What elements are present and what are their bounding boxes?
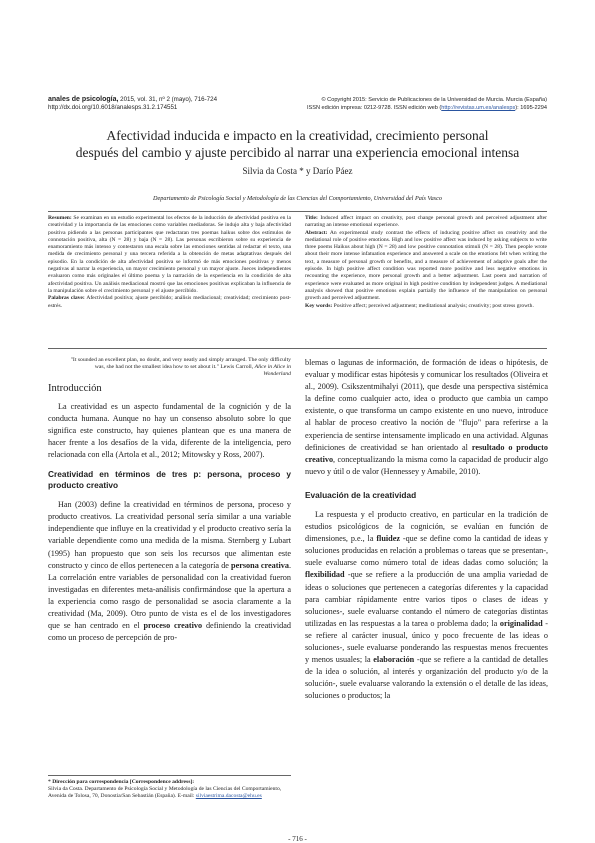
doi-link[interactable]: http://dx.doi.org/10.6018/analesps.31.2.174551 [48,104,178,111]
subsection-heading: Evaluación de la creatividad [305,489,417,500]
correspondence-text: Silvia da Costa. Departamento de Psicología Social y Metodología de las Ciencias del Comportamiento, Avenida de Tolosa, 70, Donostia/San Sebastián (España). E-mail: [48,786,282,800]
bold-term: resultado o producto creativo [305,442,548,464]
keywords-es-text: Afectividad positiva; ajuste percibido; análisis mediacional; creatividad; crecimiento post-estrés. [48,295,291,309]
abstract-spanish [48,215,291,310]
right-column [305,357,548,702]
correspondence-label: * Dirección para correspondencia [Correspondence address]: [48,779,195,785]
text-run: -que se define como la cantidad de ideas y soluciones producidas en relación a problemas o tareas que se presentan-, suele evaluarse como número total de ideas dadas como solución; la [305,534,548,568]
page-number: - 716 - [288,835,307,843]
journal-header [48,96,298,112]
text-run: La respuesta y el producto creativo, en particular en la tradición de estudios psicológicos de la cognición, se evalúan en función de dimensiones, p.e., la [305,509,548,544]
keywords-en-label: Key words: [305,302,333,309]
bold-term: persona creativa [231,560,289,570]
title-line-2: después del cambio y ajuste percibido al narrar una experiencia emocional intensa [75,144,520,160]
section-heading-introduccion: Introducción [48,382,102,394]
keywords-en-text: Positive affect; perceived adjustment; meditational analysis; creativity; post stress growth. [333,302,534,309]
bold-term: originalidad [499,618,543,628]
authors: Silvia da Costa * y Darío Páez [242,166,353,176]
bold-term: proceso creativo [143,621,203,631]
issn-tail: ): 1695-2294 [515,105,547,111]
copyright-line: © Copyright 2015: Servicio de Publicaciones de la Universidad de Murcia. Murcia (España) [321,97,547,103]
title-en-label: Title: [305,215,318,221]
abstract-es-label: Resumen: [48,215,72,221]
abstract-en-label: Abstract: [305,229,328,236]
abstract-es-text: Se examinan en un estudio experimental los efectos de la inducción de afectividad positiva en la creatividad y la importancia de las emociones como variables mediadoras. Se indujo alta y baja afectividad positiva pidiendo a las personas participantes que redactaran tres poemas haikus sobre dos estímulos de connotación positiva, alta (N = 28) y baja (N = 28). Las personas escribieron sobre su experiencia de enamoramiento más intenso y contestaron una escala sobre las emociones sentidas al redactar el texto, una medida de crecimiento personal y una tercera referida a la obtención de metas adaptativas después del episodio. En la condición de alta afectividad positiva se informó de más emociones positivas y menos negativas al narrar la experiencia, un mayor crecimiento personal y un mayor ajuste. Jueces independientes evaluaron como más originales el último poema y la narración de la experiencia en la condición de alta afectividad positiva. Un análisis mediacional mostró que las emociones positivas explicaban la influencia de la manipulación sobre el crecimiento personal y el ajuste percibido. [48,215,291,294]
text-run: -que se refiere a la producción de una amplia variedad de ideas o soluciones que pertenecen a categorías diferentes y la capacidad para cambiar rápidamente entre varios tipos o clases de ideas y soluciones-, suele evaluarse contando el número de categorías distintas utilizadas en las respuestas a la tarea o problema dado; la [305,570,548,628]
abstract-english [305,215,547,310]
left-column [48,357,291,644]
paragraph: La creatividad es un aspecto fundamental de la cognición y de la conducta humana. Aunque no hay un consenso absoluto sobre lo que significa este constructo, hay quienes plantean que es una manera de hacer frente a los desafíos de la vida, diferente de la inteligencia, pero relacionada con ella (Artola et al., 2012; Mitowsky y Ross, 2007). [48,401,291,460]
title-line-1: Afectividad inducida e impacto en la creatividad, crecimiento personal [106,128,489,143]
issn-line: ISSN edición impresa: 0212-9728. ISSN edición web ( [306,105,442,111]
text-run: -se refiere al carácter inusual, único y poco frecuente de las ideas o soluciones-, suele evaluarse ponderando las respuestas menos frecuentes y menos usuales; la [305,618,549,665]
bold-term: fluidez [376,534,400,544]
text-run: Han (2003) define la creatividad en términos de persona, proceso y producto creativos. La creatividad personal sería similar a una variable independiente que influye en la creatividad y el producto creativo sería la variable dependiente como una medida de la misma. Sternberg y Lubart (1995) han propuesto que son seis los recursos que alimentan este constructo y cinco de ellos pertenecen a la categoría de [48,500,291,570]
paragraph [305,509,548,703]
keywords-es-label: Palabras clave: [48,295,85,302]
journal-url-link[interactable]: http://revistas.um.es/analesps [441,105,516,111]
affiliation: Departamento de Psicología Social y Metodología de las Ciencias del Comportamiento, Universidad del País Vasco [153,195,442,202]
text-run: definiendo la creatividad como un proceso de percepción de pro- [48,621,291,643]
subsection-heading: Creatividad en términos de tres p: persona, proceso y producto creativo [48,469,291,491]
article-title [48,128,547,161]
epigraph-quote [48,357,291,379]
bold-term: elaboración [373,655,415,665]
abstract-en-text: An experimental study contrast the effects of inducing positive affect on creativity and the mediational role of positive emotions. High and low positive affect was induced by asking subjects to write three poems Haikus about high (N = 28) and low positive connotation stimuli (N = 28). Then people wrote about their more intense infatuation experience and answered a scale on the emotions felt when writing the text, a measure of personal growth or benefits, and a measure of achievement of adaptive goals after the episode. In high positive affect condition was reported more positive and less negative emotions in recounting the experience, more personal growth and a better adjustment. Last poem and narration of experience were evaluated as more original in high positive condition by independent judges. A mediational analysis showed that positive emotions explain partially the influence of the manipulation on personal growth and perceived adjustment. [305,229,547,302]
journal-name: anales de psicología, [48,96,119,103]
title-en-text: Induced affect impact on creativity, post change personal growth and perceived adjustment after narrating an intense emotional experience. [305,215,547,229]
copyright-header [262,96,547,112]
text-run: , conceptualizando la misma como la capacidad de producir algo nuevo y útil o de valor (Hennessey y Amabile, 2010). [305,454,548,476]
quote-text: "It sounded an excellent plan, no doubt, and very neatly and simply arranged. The only difficulty was, she had not the smallest idea how to set about it." Lewis Carroll, [70,357,291,371]
text-run: -que se refiere a la cantidad de detalles de la idea o solución, al interés y organización del producto y/o de la solución-, suele evaluarse valorando la extensión o el detalle de las ideas, soluciones o productos; la [305,655,548,701]
abstract-box [48,211,547,349]
paragraph [305,357,548,478]
journal-citation: 2015, vol. 31, nº 2 (mayo), 716-724 [120,96,218,103]
text-run: . La correlación entre variables de personalidad con la creatividad fueron investigadas en diferentes meta-análisis confirmándose que la apertura a la experiencia como rasgo de personalidad se asocia claramente a la creatividad (Ma, 2009). Otro punto de vista es el de los investigadores que se han centrado en el [48,560,291,631]
email-link[interactable]: silviaestrima.dacosta@ehu.es [195,793,262,800]
quote-source: Alice in Alice in Wonderland [254,364,291,378]
paragraph [48,499,291,644]
bold-term: flexibilidad [305,570,345,580]
correspondence-footnote [48,775,291,801]
text-run: blemas o lagunas de información, de formación de ideas o hipótesis, de evaluar y modificar estas hipótesis y comunicar los resultados (Oliveira et al., 2009). Csikszentmihalyi (2011), que desde una perspectiva sistémica la define como cualquier acto, idea o producto que cambia un campo existente, o que transforma un campo existente en uno nuevo, introduce al hablar de proceso creativo la noción de "flujo" para referirse a la experiencia de sentirse intensamente implicado en una actividad. Algunas definiciones de creatividad se han orientado al [305,358,548,452]
